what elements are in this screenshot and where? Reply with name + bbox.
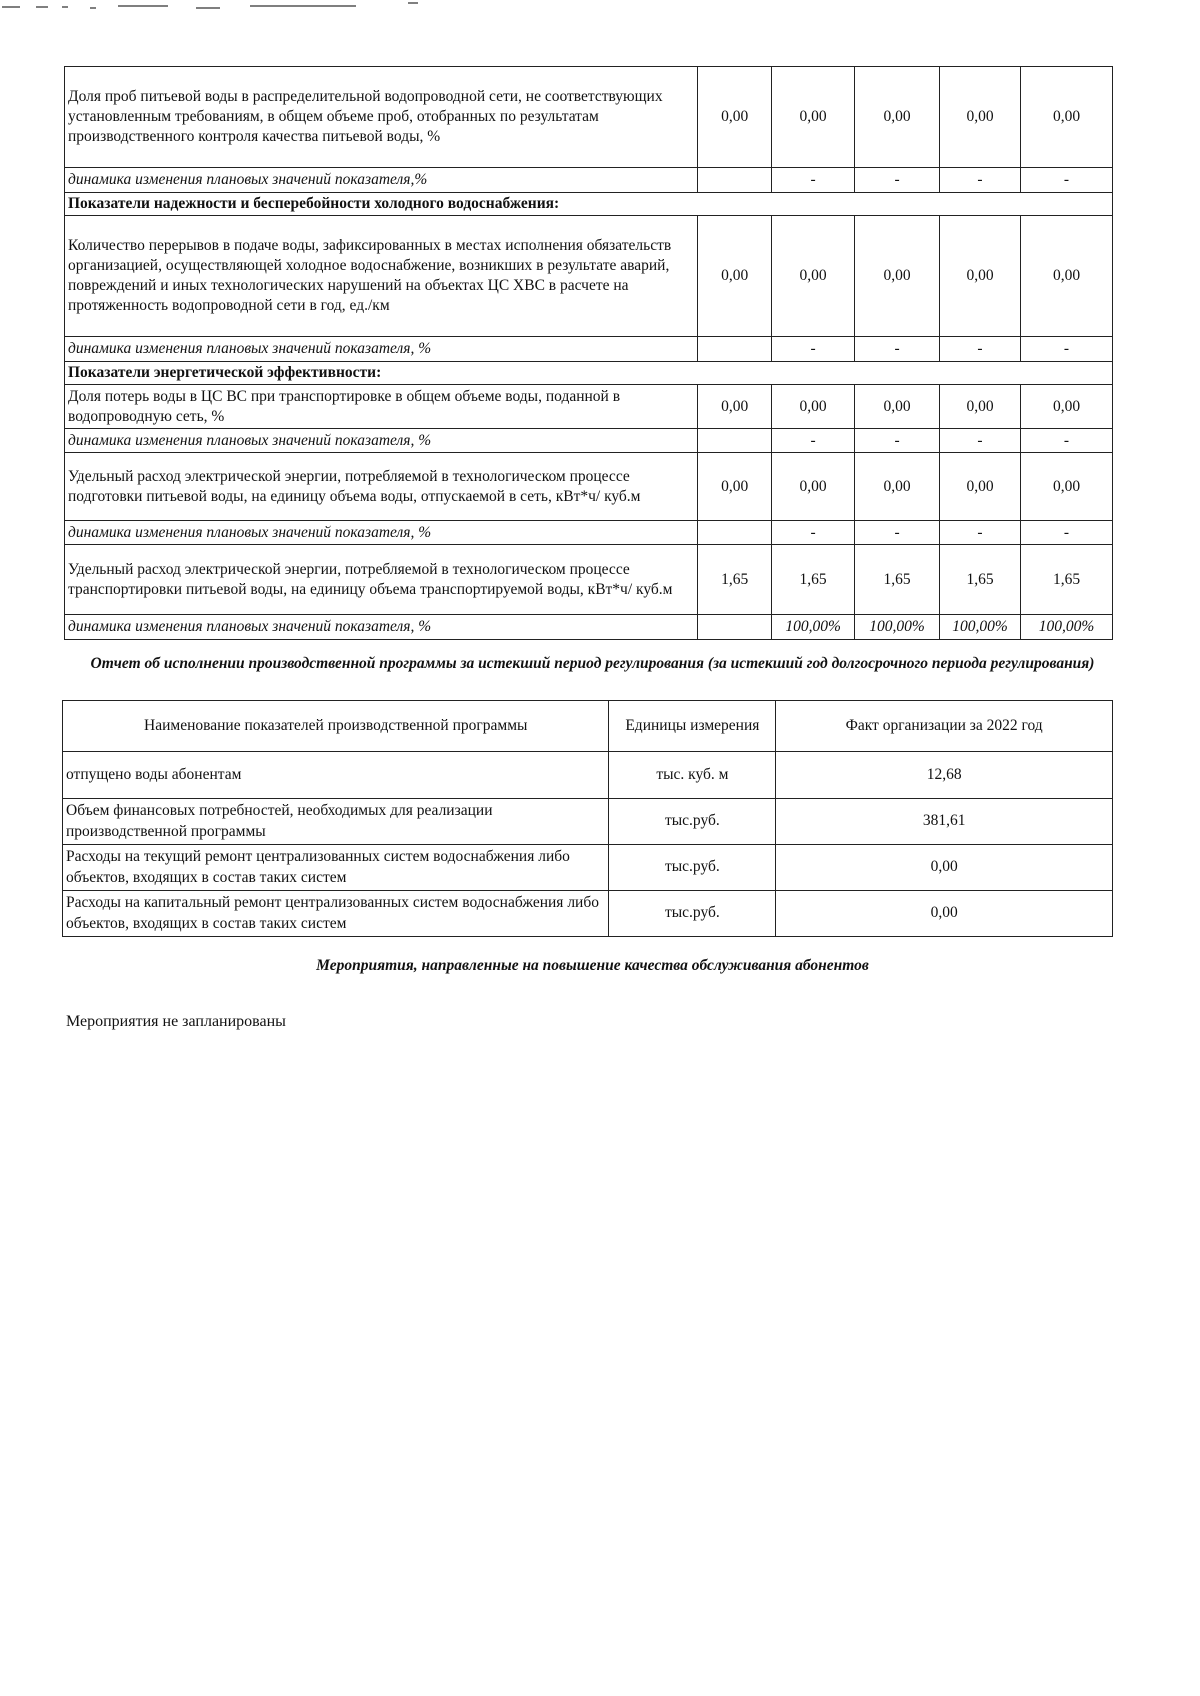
value-cell: 0,00 <box>940 67 1021 168</box>
indicators-table <box>64 66 1113 640</box>
dynamic-cell: - <box>940 521 1021 545</box>
dynamic-cell: - <box>772 429 855 453</box>
table-row <box>63 752 1113 799</box>
dynamic-cell <box>698 168 772 193</box>
dynamic-cell: - <box>772 521 855 545</box>
table-row <box>65 545 1113 615</box>
value-cell: 0,00 <box>1021 453 1113 521</box>
value-cell: 0,00 <box>698 385 772 429</box>
dynamic-label: динамика изменения плановых значений показателя,% <box>65 168 698 193</box>
value-cell: 0,00 <box>1021 385 1113 429</box>
report-indicator: Расходы на капитальный ремонт централизованных систем водоснабжения либо объектов, входящих в состав таких систем <box>63 891 609 937</box>
dynamic-cell: 100,00% <box>1021 615 1113 640</box>
dynamic-label: динамика изменения плановых значений показателя, % <box>65 337 698 362</box>
dynamic-cell: - <box>855 521 940 545</box>
dynamic-cell: 100,00% <box>855 615 940 640</box>
value-cell: 0,00 <box>698 67 772 168</box>
section-row <box>65 193 1113 216</box>
value-cell: 1,65 <box>855 545 940 615</box>
table-row <box>63 845 1113 891</box>
column-header: Наименование показателей производственной программы <box>63 701 609 752</box>
report-value: 0,00 <box>776 845 1113 891</box>
value-cell: 0,00 <box>772 216 855 337</box>
value-cell: 1,65 <box>940 545 1021 615</box>
table-row <box>65 67 1113 168</box>
table-row <box>63 891 1113 937</box>
indicator-label: Удельный расход электрической энергии, потребляемой в технологическом процессе подготовки питьевой воды, на единицу объема воды, отпускаемой в сеть, кВт*ч/ куб.м <box>65 453 698 521</box>
table-row <box>65 453 1113 521</box>
value-cell: 0,00 <box>772 453 855 521</box>
report-value: 12,68 <box>776 752 1113 799</box>
dynamic-cell: - <box>940 168 1021 193</box>
dynamic-cell <box>698 429 772 453</box>
dynamic-cell: - <box>1021 429 1113 453</box>
indicator-label: Количество перерывов в подаче воды, зафиксированных в местах исполнения обязательств организацией, осуществляющей холодное водоснабжение, возникших в результате аварий, повреждений и иных технологических нарушений на объектах ЦС ХВС в расчете на протяженность водопроводной сети в год, ед./км <box>65 216 698 337</box>
dynamic-label: динамика изменения плановых значений показателя, % <box>65 521 698 545</box>
report-indicator: Расходы на текущий ремонт централизованных систем водоснабжения либо объектов, входящих в состав таких систем <box>63 845 609 891</box>
dynamic-cell <box>698 615 772 640</box>
dynamic-cell: - <box>855 168 940 193</box>
dynamic-cell: - <box>1021 168 1113 193</box>
indicator-label: Удельный расход электрической энергии, потребляемой в технологическом процессе транспортировки питьевой воды, на единицу объема транспортируемой воды, кВт*ч/ куб.м <box>65 545 698 615</box>
table-row <box>63 799 1113 845</box>
report-header-row <box>63 701 1113 752</box>
dynamic-cell: - <box>855 337 940 362</box>
dynamic-label: динамика изменения плановых значений показателя, % <box>65 429 698 453</box>
dynamic-cell: - <box>772 168 855 193</box>
report-table <box>62 700 1113 937</box>
dynamic-cell <box>698 521 772 545</box>
measures-title: Мероприятия, направленные на повышение качества обслуживания абонентов <box>316 957 869 974</box>
value-cell: 0,00 <box>698 453 772 521</box>
value-cell: 1,65 <box>1021 545 1113 615</box>
table-row <box>65 615 1113 640</box>
value-cell: 0,00 <box>1021 216 1113 337</box>
value-cell: 0,00 <box>855 67 940 168</box>
value-cell: 0,00 <box>940 216 1021 337</box>
value-cell: 0,00 <box>940 453 1021 521</box>
section-heading: Показатели энергетической эффективности: <box>65 362 1113 385</box>
dynamic-cell: 100,00% <box>940 615 1021 640</box>
report-value: 381,61 <box>776 799 1113 845</box>
value-cell: 0,00 <box>855 216 940 337</box>
report-unit: тыс.руб. <box>609 799 776 845</box>
dynamic-cell: - <box>940 429 1021 453</box>
section-row <box>65 362 1113 385</box>
table-row <box>65 216 1113 337</box>
dynamic-cell: - <box>855 429 940 453</box>
report-value: 0,00 <box>776 891 1113 937</box>
dynamic-cell: - <box>940 337 1021 362</box>
value-cell: 0,00 <box>940 385 1021 429</box>
dynamic-cell: - <box>772 337 855 362</box>
measures-note: Мероприятия не запланированы <box>66 1013 286 1030</box>
value-cell: 0,00 <box>698 216 772 337</box>
value-cell: 0,00 <box>855 453 940 521</box>
dynamic-cell <box>698 337 772 362</box>
value-cell: 0,00 <box>772 67 855 168</box>
table-row <box>65 168 1113 193</box>
dynamic-cell: - <box>1021 521 1113 545</box>
indicator-label: Доля проб питьевой воды в распределительной водопроводной сети, не соответствующих установленным требованиям, в общем объеме проб, отобранных по результатам производственного контроля качества питьевой воды, % <box>65 67 698 168</box>
value-cell: 0,00 <box>772 385 855 429</box>
table-row <box>65 385 1113 429</box>
report-unit: тыс.руб. <box>609 845 776 891</box>
report-indicator: Объем финансовых потребностей, необходимых для реализации производственной программы <box>63 799 609 845</box>
column-header: Факт организации за 2022 год <box>776 701 1113 752</box>
table-row <box>65 337 1113 362</box>
value-cell: 0,00 <box>855 385 940 429</box>
indicator-label: Доля потерь воды в ЦС ВС при транспортировке в общем объеме воды, поданной в водопроводную сеть, % <box>65 385 698 429</box>
section-heading: Показатели надежности и бесперебойности холодного водоснабжения: <box>65 193 1113 216</box>
report-unit: тыс.руб. <box>609 891 776 937</box>
report-title: Отчет об исполнении производственной программы за истекший период регулирования (за истекший год долгосрочного периода регулирования) <box>90 655 1095 672</box>
dynamic-label: динамика изменения плановых значений показателя, % <box>65 615 698 640</box>
report-unit: тыс. куб. м <box>609 752 776 799</box>
column-header: Единицы измерения <box>609 701 776 752</box>
value-cell: 1,65 <box>772 545 855 615</box>
scan-edge-marks <box>0 0 430 12</box>
table-row <box>65 521 1113 545</box>
report-indicator: отпущено воды абонентам <box>63 752 609 799</box>
table-row <box>65 429 1113 453</box>
dynamic-cell: - <box>1021 337 1113 362</box>
value-cell: 1,65 <box>698 545 772 615</box>
dynamic-cell: 100,00% <box>772 615 855 640</box>
value-cell: 0,00 <box>1021 67 1113 168</box>
